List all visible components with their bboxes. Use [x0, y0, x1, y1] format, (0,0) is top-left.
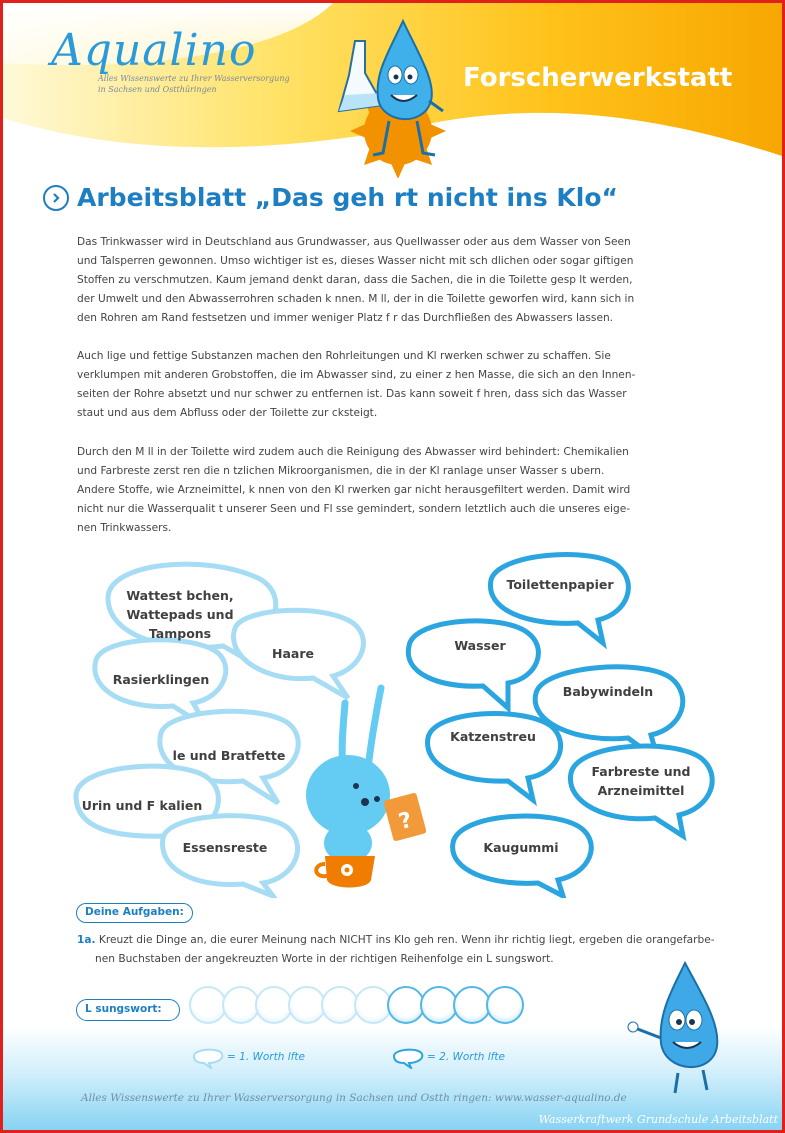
bubble-label-line: Kaugummi	[483, 840, 559, 855]
bubble-label-line: Haare	[272, 646, 314, 661]
bubble-label-line: Katzenstreu	[450, 729, 536, 744]
bubble-label-line: Wattepads und	[126, 607, 234, 622]
logo-tagline	[98, 73, 308, 95]
bubble-label-oele[interactable]	[169, 746, 289, 765]
task-1a-line-1	[77, 931, 717, 950]
text-line: der Umwelt und den Abwasserrohren schaden k nnen. M ll, der in die Toilette geworfen wird, kann sich in	[77, 293, 635, 305]
page-title: Arbeitsblatt „Das geh rt nicht ins Klo“	[77, 183, 618, 212]
solution-word-label: L sungswort:	[76, 999, 180, 1021]
bubble-label-line: Wattest bchen,	[126, 588, 234, 603]
text-line: den Rohren am Rand festsetzen und immer weniger Platz f r das Durchfließen des Abwassers lassen.	[77, 312, 614, 324]
text-line: Das Trinkwasser wird in Deutschland aus Grundwasser, aus Quellwasser oder aus dem Wasser von Seen	[77, 236, 631, 248]
task-1a-line-2: nen Buchstaben der angekreuzten Worte in der richtigen Reihenfolge ein L sungswort.	[95, 953, 554, 965]
bubble-label-wasser[interactable]	[433, 636, 527, 655]
bubble-label-line: Tampons	[148, 626, 212, 641]
brand-title: Forscherwerkstatt	[463, 63, 733, 93]
bubble-label-babywindeln[interactable]	[553, 682, 663, 701]
legend-first-half: = 1. Worth lfte	[227, 1051, 305, 1063]
bubble-label-wattestaebchen[interactable]	[115, 586, 245, 643]
bubble-label-kaugummi[interactable]	[473, 838, 569, 857]
bubble-label-toilettenpapier[interactable]	[501, 575, 619, 594]
bubble-label-line: Toilettenpapier	[506, 577, 614, 592]
bubble-label-line: Babywindeln	[562, 684, 654, 699]
text-line: Durch den M ll in der Toilette wird zudem auch die Reinigung des Abwasser wird behindert: Chemikalien	[77, 446, 629, 458]
bubble-label-farbreste[interactable]	[581, 762, 701, 800]
task-number: 1a.	[77, 934, 96, 946]
legend-second-half: = 2. Worth lfte	[427, 1051, 505, 1063]
bubble-label-line: Arzneimittel	[597, 783, 685, 798]
bubble-label-haare[interactable]	[253, 644, 333, 663]
text-line: staut und aus dem Abfluss oder der Toilette zur cksteigt.	[77, 407, 378, 419]
text-line: und Farbreste zerst ren die n tzlichen Mikroorganismen, die in der Kl ranlage unser Wasser s ubern.	[77, 465, 605, 477]
bubble-label-line: le und Bratfette	[172, 748, 286, 763]
text-line: nicht nur die Wasserqualit t unserer Seen und Fl sse gemindert, sondern letztlich auch die unseres eige-	[77, 503, 631, 515]
bubble-label-line: Farbreste und	[591, 764, 691, 779]
task-1a	[77, 931, 717, 969]
rabbit-character-icon	[306, 688, 427, 888]
solution-word-boxes	[189, 986, 529, 1026]
legend-bubble-dark-icon	[391, 1045, 425, 1069]
text-line: und Talsperren gewonnen. Umso wichtiger ist es, dieses Wasser nicht mit sch dlichen oder sogar giftigen	[77, 255, 634, 267]
footer-text: Alles Wissenswerte zu Ihrer Wasserversorgung in Sachsen und Ostth ringen: www.wasser-aqualino.de	[81, 1092, 627, 1104]
logo-tagline-line-2: in Sachsen und Ostthüringen	[98, 85, 217, 94]
text-line: Andere Stoffe, wie Arzneimittel, k nnen von den Kl rwerken gar nicht herausgefiltert werden. Damit wird	[77, 484, 631, 496]
intro-paragraph-2	[77, 347, 637, 423]
aqualino-logo: Aqualino	[51, 25, 257, 76]
intro-paragraph-1	[77, 233, 637, 328]
bubble-label-rasierklingen[interactable]	[103, 670, 219, 689]
text-line: Stoffen zu verschmutzen. Kaum jemand denkt daran, dass die Sachen, die in die Toilette gesp lt werden,	[77, 274, 633, 286]
tasks-heading: Deine Aufgaben:	[76, 903, 193, 923]
text-line: verklumpen mit anderen Grobstoffen, die im Abwasser sind, zu einer z hen Masse, die sich an den Innen-	[77, 369, 636, 381]
bubble-wasser	[408, 621, 538, 708]
text-line: Auch lige und fettige Substanzen machen den Rohrleitungen und Kl rwerken schwer zu schaffen. Sie	[77, 350, 611, 362]
worksheet-title	[43, 183, 618, 212]
chevron-right-icon	[43, 185, 69, 211]
text-line: nen Trinkwassers.	[77, 522, 172, 534]
bubble-label-line: Rasierklingen	[112, 672, 210, 687]
bubble-label-line: Essensreste	[182, 840, 268, 855]
logo-tagline-line-1: Alles Wissenswerte zu Ihrer Wasserversorgung	[98, 74, 290, 83]
legend-bubble-light-icon	[191, 1045, 225, 1069]
bubble-label-katzenstreu[interactable]	[443, 727, 543, 746]
bubble-label-line: Urin und F kalien	[81, 798, 203, 813]
water-drop-mascot-2-icon	[623, 958, 733, 1098]
solution-letter-circle[interactable]	[486, 986, 524, 1024]
bubble-label-essensreste[interactable]	[173, 838, 277, 857]
task-text: Kreuzt die Dinge an, die eurer Meinung nach NICHT ins Klo geh ren. Wenn ihr richtig liegt, ergeben die orangefarbe-	[98, 934, 715, 946]
watermark-text: Wasserkraftwerk Grundschule Arbeitsblatt	[538, 1113, 778, 1126]
intro-paragraph-3	[77, 443, 637, 538]
text-line: seiten der Rohre absetzt und nur schwer zu entfernen ist. Das kann soweit f hren, dass sich das Wasser	[77, 388, 627, 400]
svg-text:?: ?	[396, 807, 415, 836]
bubble-label-urin[interactable]	[79, 796, 205, 815]
bubble-label-line: Wasser	[454, 638, 506, 653]
